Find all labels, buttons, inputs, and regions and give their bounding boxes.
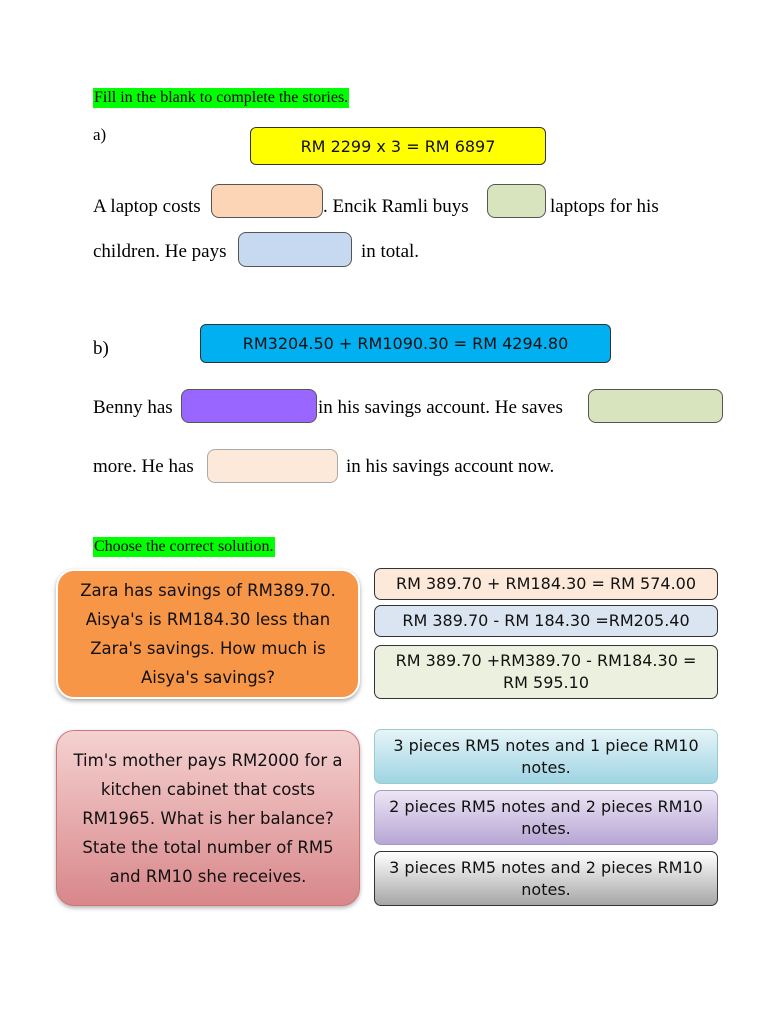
story-a-text-2: . Encik Ramli buys xyxy=(323,196,469,217)
blank-laptop-cost[interactable] xyxy=(211,184,323,218)
story-b-text-2: in his savings account. He saves xyxy=(318,397,563,418)
blank-saves-more[interactable] xyxy=(588,389,723,423)
equation-b: RM3204.50 + RM1090.30 = RM 4294.80 xyxy=(200,324,611,363)
option-q1-a[interactable]: RM 389.70 + RM184.30 = RM 574.00 xyxy=(374,568,718,600)
label-b: b) xyxy=(93,338,109,359)
story-b-text-3: more. He has xyxy=(93,456,194,477)
blank-initial-savings[interactable] xyxy=(181,389,317,423)
blank-total-paid[interactable] xyxy=(238,232,352,267)
story-a-text-1: A laptop costs xyxy=(93,196,201,217)
story-b-text-4: in his savings account now. xyxy=(346,456,555,477)
option-q2-a[interactable]: 3 pieces RM5 notes and 1 piece RM10 notes. xyxy=(374,729,718,784)
story-b-text-1: Benny has xyxy=(93,397,173,418)
option-q2-b[interactable]: 2 pieces RM5 notes and 2 pieces RM10 notes. xyxy=(374,790,718,845)
question-zara-savings: Zara has savings of RM389.70. Aisya's is RM184.30 less than Zara's savings. How much is Aisya's savings? xyxy=(56,569,360,699)
instruction-choose-solution: Choose the correct solution. xyxy=(94,538,274,555)
equation-a: RM 2299 x 3 = RM 6897 xyxy=(250,127,546,165)
instruction-fill-blank: Fill in the blank to complete the stories. xyxy=(94,89,349,106)
blank-laptop-count[interactable] xyxy=(487,184,546,218)
option-q1-c[interactable]: RM 389.70 +RM389.70 - RM184.30 = RM 595.10 xyxy=(374,645,718,699)
story-a-text-4: children. He pays xyxy=(93,241,227,262)
blank-savings-now[interactable] xyxy=(207,449,338,483)
story-a-text-5: in total. xyxy=(361,241,420,262)
option-q2-c[interactable]: 3 pieces RM5 notes and 2 pieces RM10 notes. xyxy=(374,851,718,906)
option-q1-b[interactable]: RM 389.70 - RM 184.30 =RM205.40 xyxy=(374,605,718,637)
story-a-text-3: laptops for his xyxy=(550,196,659,217)
label-a: a) xyxy=(93,125,107,144)
question-tim-balance: Tim's mother pays RM2000 for a kitchen cabinet that costs RM1965. What is her balance? State the total number of RM5 and RM10 she receives. xyxy=(56,730,360,906)
